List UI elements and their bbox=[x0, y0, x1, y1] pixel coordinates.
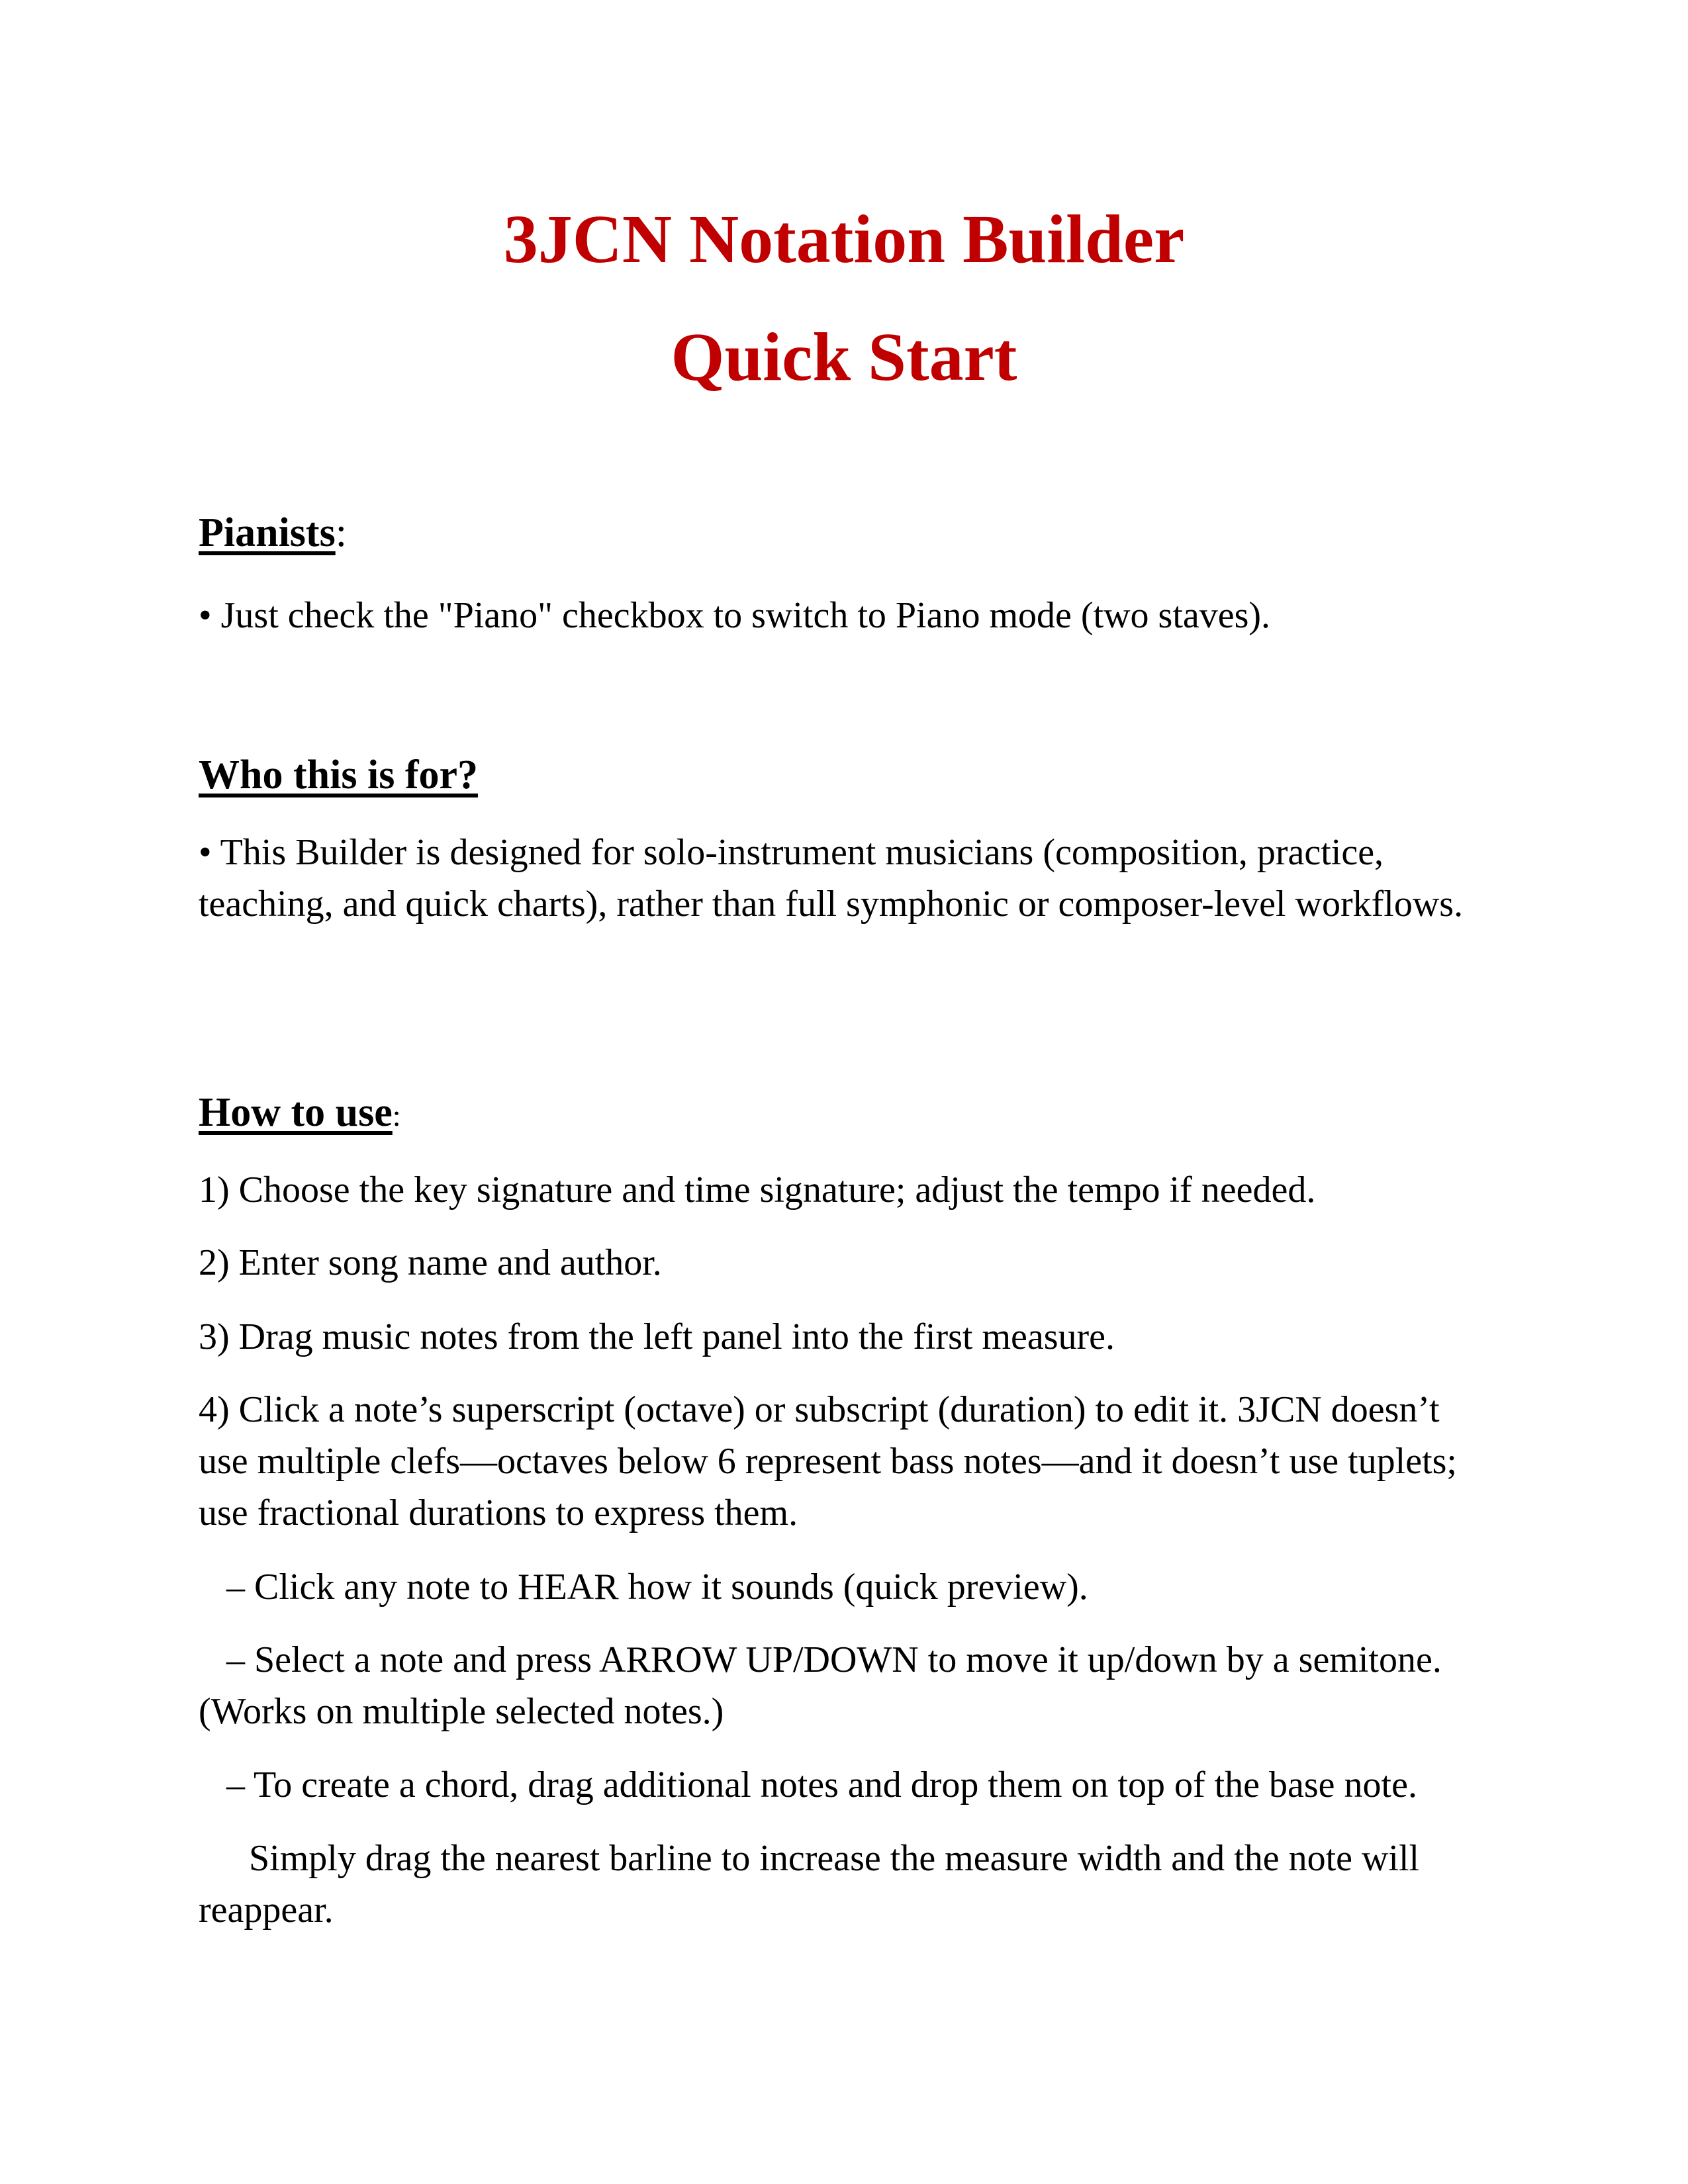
step-1: 1) Choose the key signature and time signature; adjust the tempo if needed. bbox=[199, 1169, 1316, 1210]
who-bullet: • This Builder is designed for solo-instrument musicians (composition, practice, teaching, and quick charts), rather than full symphonic or composer-level workflows. bbox=[199, 832, 1464, 925]
heading-colon: : bbox=[335, 510, 347, 555]
barline-note: Simply drag the nearest barline to increase the measure width and the note will reappear. bbox=[199, 1838, 1420, 1931]
tip-chord: – To create a chord, drag additional notes and drop them on top of the base note. bbox=[226, 1764, 1417, 1805]
heading-colon: : bbox=[392, 1099, 401, 1132]
step-3: 3) Drag music notes from the left panel into the first measure. bbox=[199, 1316, 1115, 1357]
heading-text: Pianists bbox=[199, 510, 336, 555]
pianists-bullet: • Just check the "Piano" checkbox to switch to Piano mode (two staves). bbox=[199, 595, 1271, 636]
heading-text: Who this is for? bbox=[199, 752, 478, 797]
section-heading-how bbox=[199, 1089, 401, 1139]
step-4: 4) Click a note’s superscript (octave) or subscript (duration) to edit it. 3JCN doesn’t use multiple clefs—octaves below 6 represent bass notes—and it doesn’t use tuplets; use fractional durations to express them. bbox=[199, 1389, 1457, 1533]
document-subtitle: Quick Start bbox=[671, 319, 1017, 395]
step-2: 2) Enter song name and author. bbox=[199, 1242, 662, 1283]
tip-hear-note: – Click any note to HEAR how it sounds (quick preview). bbox=[226, 1567, 1088, 1608]
section-heading-pianists bbox=[199, 510, 347, 556]
document-title: 3JCN Notation Builder bbox=[503, 201, 1185, 277]
heading-text: How to use bbox=[199, 1090, 393, 1135]
tip-arrow-keys: – Select a note and press ARROW UP/DOWN to move it up/down by a semitone. (Works on multiple selected notes.) bbox=[199, 1639, 1442, 1732]
section-heading-who bbox=[199, 752, 478, 798]
